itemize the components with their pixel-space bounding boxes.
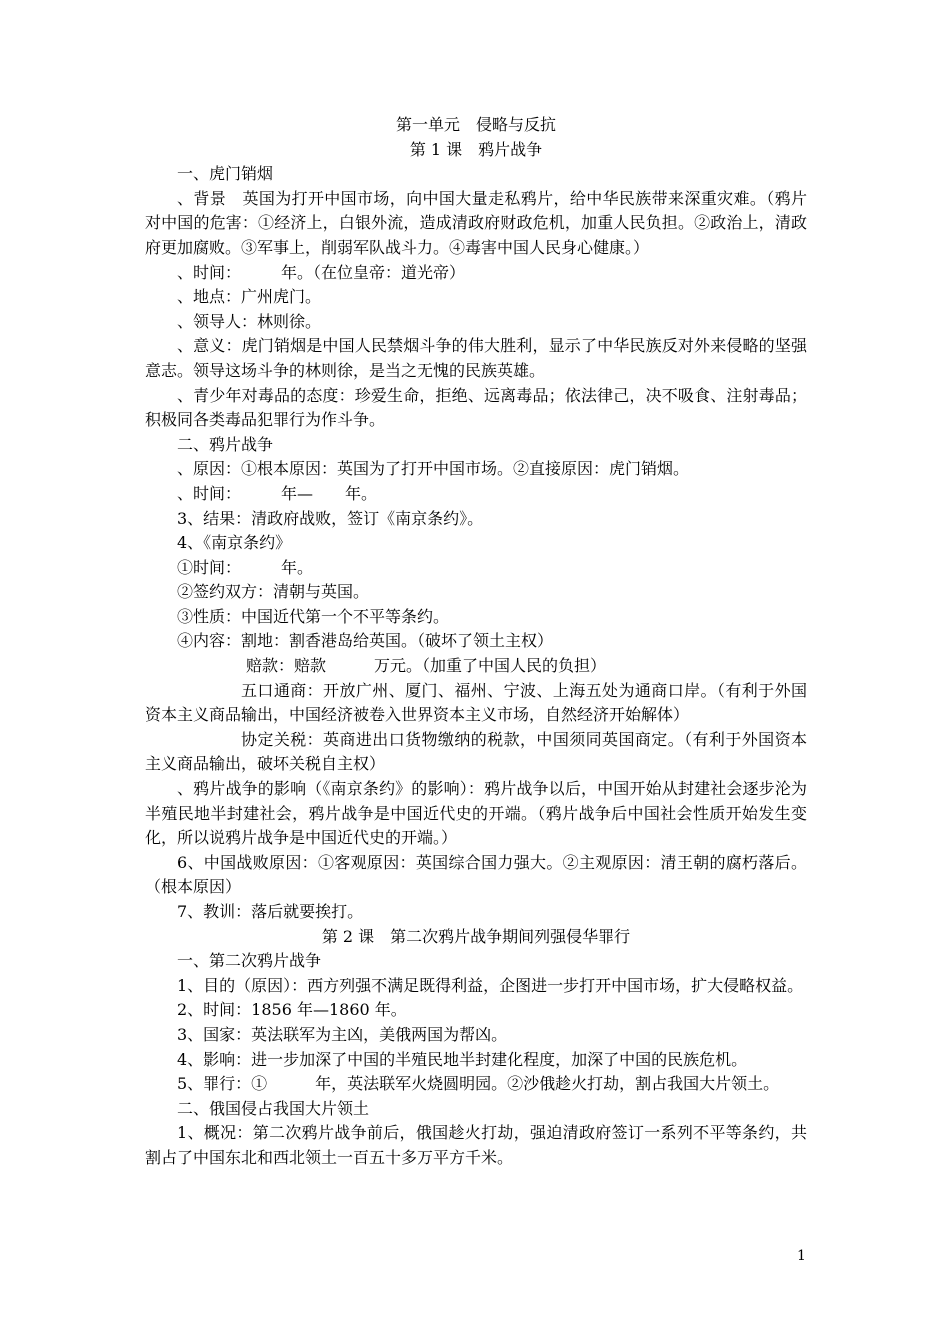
paragraph: 1、概况：第二次鸦片战争前后，俄国趁火打劫，强迫清政府签订一系列不平等条约，共割占了中国东北和西北领土一百五十多万平方千米。: [145, 1123, 807, 1167]
paragraph: 、时间： 年— 年。: [177, 483, 378, 503]
paragraph: 2、时间：1856 年—1860 年。: [177, 1000, 407, 1020]
paragraph: 赔款：赔款 万元。（加重了中国人民的负担）: [246, 656, 607, 676]
paragraph: 、时间： 年。（在位皇帝：道光帝）: [177, 262, 466, 282]
paragraph: 、领导人：林则徐。: [177, 311, 322, 331]
paragraph: 4、《南京条约》: [177, 533, 292, 553]
section-heading: 二、俄国侵占我国大片领土: [177, 1098, 370, 1118]
paragraph: ③性质：中国近代第一个不平等条约。: [177, 606, 450, 626]
page-number: 1: [797, 1248, 806, 1264]
paragraph: ④内容：割地：割香港岛给英国。（破坏了领土主权）: [177, 631, 554, 651]
paragraph: 协定关税：英商进出口货物缴纳的税款，中国须同英国商定。（有利于外国资本主义商品输出，破坏关税自主权）: [145, 729, 807, 774]
document-body: [145, 113, 807, 1171]
paragraph: ②签约双方：清朝与英国。: [177, 582, 370, 602]
lesson-1-title: 第 1 课 鸦片战争: [409, 139, 543, 159]
paragraph: 5、罪行：① 年，英法联军火烧圆明园。②沙俄趁火打劫，割占我国大片领土。: [177, 1074, 780, 1094]
paragraph: ①时间： 年。: [177, 557, 314, 577]
paragraph: 、意义：虎门销烟是中国人民禁烟斗争的伟大胜利，显示了中华民族反对外来侵略的坚强意志。领导这场斗争的林则徐，是当之无愧的民族英雄。: [145, 336, 807, 380]
lesson-2-title: 第 2 课 第二次鸦片战争期间列强侵华罪行: [321, 926, 631, 946]
paragraph: 7、教训：落后就要挨打。: [177, 902, 364, 921]
section-heading: 二、鸦片战争: [177, 434, 274, 454]
paragraph: 、背景 英国为打开中国市场，向中国大量走私鸦片，给中华民族带来深重灾难。（鸦片对中国的危害：①经济上，白银外流，造成清政府财政危机，加重人民负担。②政治上，清政府更加腐败。③军事上，削弱军队战斗力。④毒害中国人民身心健康。）: [145, 188, 807, 257]
section-heading: 一、虎门销烟: [177, 164, 274, 184]
paragraph: 1、目的（原因）：西方列强不满足既得利益，企图进一步打开中国市场，扩大侵略权益。: [177, 975, 804, 995]
paragraph: 、原因：①根本原因：英国为了打开中国市场。②直接原因：虎门销烟。: [177, 459, 690, 479]
paragraph: 、鸦片战争的影响（《南京条约》的影响）：鸦片战争以后，中国开始从封建社会逐步沦为半殖民地半封建社会，鸦片战争是中国近代史的开端。（鸦片战争后中国社会性质开始发生变化，所以说鸦片战争是中国近代史的开端。）: [145, 779, 807, 848]
paragraph: 、青少年对毒品的态度：珍爱生命，拒绝、远离毒品；依法律己，决不吸食、注射毒品；积极同各类毒品犯罪行为作斗争。: [145, 385, 807, 430]
paragraph: 、地点：广州虎门。: [177, 287, 322, 307]
paragraph: 4、影响：进一步加深了中国的半殖民地半封建化程度，加深了中国的民族危机。: [177, 1049, 748, 1069]
paragraph: 3、结果：清政府战败，签订《南京条约》。: [177, 508, 484, 528]
paragraph: 五口通商：开放广州、厦门、福州、宁波、上海五处为通商口岸。（有利于外国资本主义商品输出，中国经济被卷入世界资本主义市场，自然经济开始解体）: [145, 680, 807, 725]
unit-title: 第一单元 侵略与反抗: [395, 115, 556, 134]
section-heading: 一、第二次鸦片战争: [177, 951, 322, 971]
paragraph: 6、中国战败原因：①客观原因：英国综合国力强大。②主观原因：清王朝的腐朽落后。（根本原因）: [145, 852, 807, 897]
paragraph: 3、国家：英法联军为主凶，美俄两国为帮凶。: [177, 1024, 508, 1044]
